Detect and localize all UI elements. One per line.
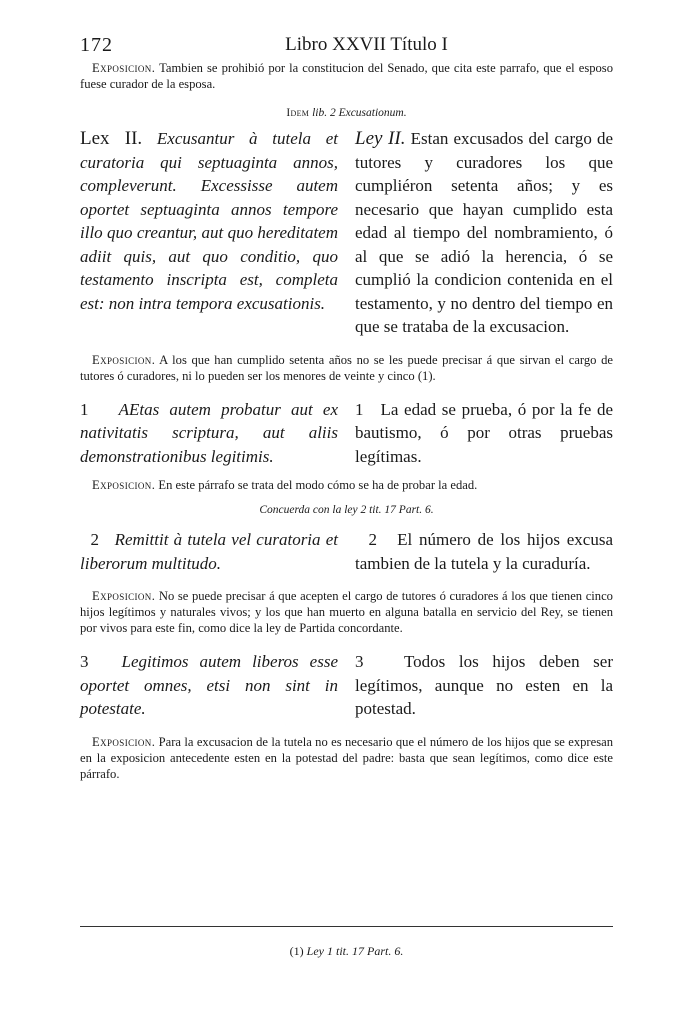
exposicion-label: Exposicion. — [92, 352, 156, 367]
spanish-column — [355, 398, 613, 469]
paragraph-number: 2 — [90, 530, 99, 549]
exposicion-text: Para la excusacion de la tutela no es necesario que el número de los hijos que se expresan en la exposicion antecedente esten en la potestad del padre: basta que sean legítimos, como dice este párrafo. — [80, 734, 614, 781]
exposicion-5 — [80, 734, 613, 782]
exposicion-label: Exposicion. — [92, 589, 156, 603]
spanish-text: La edad se prueba, ó por la fe de bautismo, ó por otras pruebas legítimas. — [355, 399, 614, 466]
spanish-column — [355, 528, 613, 575]
latin-column — [80, 528, 338, 575]
spanish-text: El número de los hijos excusa tambien de la tutela y la curaduría. — [355, 530, 614, 573]
section-caption — [80, 105, 613, 121]
exposicion-text: No se puede precisar á que acepten el cargo de tutores ó curadores á los que tienen cinco hijos legítimos y naturales vivos; y los que han muerto en alguna batalla en servicio del Rey, se tienen por vivos para este fin, como dice la ley de Partida concordante. — [80, 589, 613, 635]
page-header — [80, 34, 613, 60]
footnote-rule — [80, 926, 613, 927]
exposicion-text: Tambien se prohibió por la constitucion del Senado, que cita este parrafo, que el esposo fuese curador de la esposa. — [80, 61, 614, 91]
exposicion-label: Exposicion. — [92, 734, 156, 749]
spanish-text: Todos los hijos deben ser legítimos, aunque no esten en la potestad. — [355, 652, 613, 718]
exposicion-4 — [80, 588, 613, 636]
exposicion-text: En este párrafo se trata del modo cómo se ha de probar la edad. — [158, 478, 478, 492]
paragraph-2-block — [80, 528, 613, 575]
latin-lead: Lex II. — [80, 128, 143, 149]
exposicion-label: Exposicion. — [92, 61, 156, 75]
caption-label: Idem — [286, 107, 310, 119]
latin-column — [80, 650, 338, 721]
exposicion-1 — [80, 60, 613, 92]
footnote-mark: (1) — [289, 944, 304, 958]
latin-column — [80, 127, 338, 339]
exposicion-3 — [80, 477, 613, 493]
spanish-text: Estan excusados del cargo de tutores y curadores los que cumpliéron setenta años; y es necesario que hayan cumplido esta edad al tiempo del nombramiento, ó al que se adió la herencia, ó se cumplió la condicion contenida en el testamento, y no dentro del tiempo en que se trataba de la excusacion. — [355, 129, 613, 336]
law-2-block — [80, 127, 613, 339]
exposicion-label: Exposicion. — [92, 478, 156, 492]
paragraph-number: 2 — [368, 530, 377, 549]
footnote-text: Ley 1 tit. 17 Part. 6. — [306, 944, 404, 958]
latin-text: Remittit à tutela vel curatoria et liberorum multitudo. — [80, 530, 339, 573]
paragraph-3-block — [80, 650, 613, 721]
spanish-column — [355, 127, 613, 339]
paragraph-number: 1 — [355, 399, 364, 419]
spanish-column — [355, 650, 613, 721]
latin-text: AEtas autem probatur aut ex nativitatis scriptura, aut aliis demonstrationibus legitimis. — [80, 399, 338, 466]
paragraph-number: 3 — [80, 652, 89, 671]
paragraph-number: 1 — [80, 399, 89, 419]
exposicion-text: A los que han cumplido setenta años no se les puede precisar á que sirvan el cargo de tutores ó curadores, ni lo pueden ser los menores de veinte y cinco (1). — [80, 352, 613, 383]
paragraph-1-block — [80, 398, 613, 469]
concordance-caption: Concuerda con la ley 2 tit. 17 Part. 6. — [259, 504, 434, 516]
latin-text: Excusantur à tutela et curatoria qui septuaginta annos, compleverunt. Excessisse autem oportet septuaginta annos tempore illo quo creantur, aut quo hereditatem adiit quis, aut quo conditio, quo testamento inscripta est, completa est: non intra tempora excusationis. — [80, 129, 338, 313]
running-title: Libro XXVII Título I — [285, 34, 448, 55]
latin-text: Legitimos autem liberos esse oportet omnes, etsi non sint in potestate. — [80, 652, 338, 718]
page-body — [80, 34, 613, 782]
exposicion-2 — [80, 352, 613, 384]
caption-text: lib. 2 Excusationum. — [312, 107, 407, 119]
footnote — [80, 944, 613, 959]
spanish-lead: Ley II. — [355, 128, 406, 149]
latin-column — [80, 398, 338, 469]
paragraph-number: 3 — [355, 652, 364, 671]
page-number: 172 — [80, 34, 113, 56]
